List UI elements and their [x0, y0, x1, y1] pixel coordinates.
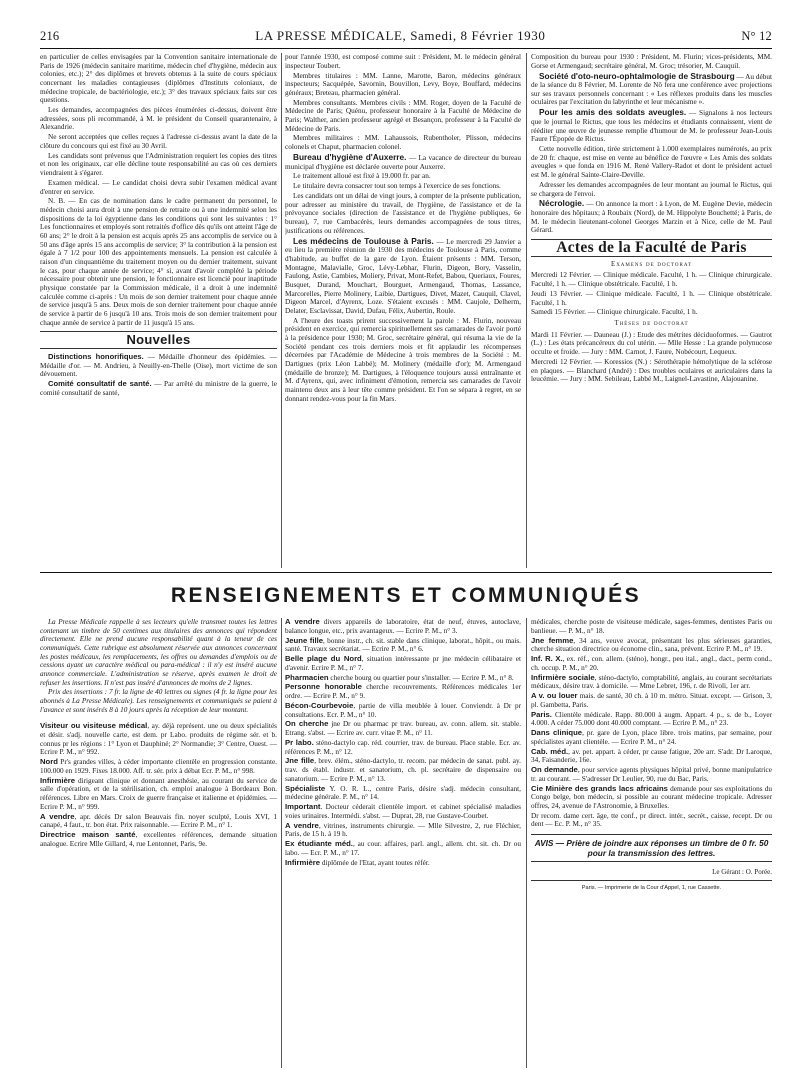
news-item: Société d'oto-neuro-ophtalmologie de Strasbourg — Au début de la séance du 8 Février, M. Lorente de Nô fera une conférence avec projections sur ses travaux personnels concernant : « Les réflexes produits dans les muscles oculaires par l'excitation du labyrinthe et leur mécanisme ».: [531, 70, 772, 107]
classified-ad: Ex étudiante méd., au cour. affaires, parl. angl., allem. cht. sit. ch. Dr ou labo. — Ecr. P. M., n° 17.: [285, 839, 521, 857]
news-heading: Nécrologie.: [539, 198, 585, 209]
news-item: Les médecins de Toulouse à Paris. — Le mercredi 29 Janvier a eu lieu la première réunion de 1930 des médecins de Toulouse à Paris, comme d'habitude, au buffet de la gare de Lyon. Étaient présents : MM. Terson, Montagne, Malavialle, Groc, Lévy-Lebhar, Flurin, Digeon, Bory, Vasselin, Faulong, Astie, Cambies, Moliery, Privat, Mont-Refet, Babou, Queriaux, Foures, Busquet, Durand, Mouchart, Bourguet, Armengaud, Thomas, Lassance, Marcorelles, Pierre Molinery, Laibie, Dartigues, Divet, Mazet, Cauquil, Clavel, Digeon Marcel, d'Ayrenx, Loze. S'étaient excusés : MM. Caujole, Delherm, Delater, Esclavissat, David, Dufau, Félix, Aubertin, Roule.: [285, 235, 521, 315]
printer-line: Paris. — Imprimerie de la Cour d'Appel, 1, rue Cassette.: [531, 880, 772, 893]
classified-ad: Jne femme, 34 ans, veuve avocat, présentant les plus sérieuses garanties, cherche situation directrice ou économe clin., sana, prévent. Ecrire P. M., n° 19.: [531, 635, 772, 654]
news-heading: Pour les amis des soldats aveugles.: [539, 107, 687, 118]
classifieds-column-2: [285, 618, 521, 1068]
news-heading: Comité consultatif de santé.: [48, 379, 152, 389]
paragraph: Membres titulaires : MM. Lanne, Marotte, Baron, médecins généraux inspecteurs; Sacquépée, Savornin, Bouvillon, Levy, Boye, Bouffard, médecins généraux; Breteau, pharmacien général.: [285, 71, 521, 97]
paragraph: A l'heure des toasts prirent successivement la parole : M. Flurin, nouveau président en exercice, qui remercia spirituellement ses camarades de l'avoir porté à la présidence pour 1930; M. Groc, secrétaire général, qui résuma la vie de la Société pendant ces trois derniers mois et fit applaudir les récompenses décernées par l'Académie de Médecine à trois membres de la Société : M. Dartigues (prix Léon Labbé); M. Molinery (médaille d'or); M. Armengaud (médaille de bronze); M. Dartigues, à l'éloquence toujours aussi entraînante et M. d'Ayrenx, qui, avec infiniment d'émotion, remercia ses camarades de l'avoir maintenu deux ans à leur tête comme président. Et l'on se sépara à regret, en se donnant rendez-vous pour la fin Mars.: [285, 316, 521, 403]
column-2: [285, 53, 521, 565]
paragraph: Le traitement alloué est fixé à 19.000 fr. par an.: [293, 172, 431, 181]
paragraph: Composition du bureau pour 1930 : Président, M. Flurin; vices-présidents, MM. Gorse et Armengaud; secrétaire général, M. Groc; trésorier, M. Cauquil.: [531, 53, 772, 70]
classified-ad: Nord Pr's grandes villes, à céder importante clientèle en progression constante. 100.000 en 1929. Fixes 18.000. Aff. tr. sér. prix à débat Ecr. P. M., n° 998.: [40, 757, 277, 775]
journal-title: LA PRESSE MÉDICALE, Samedi, 8 Février 1930: [255, 28, 546, 43]
news-item: Pour les amis des soldats aveugles. — Signalons à nos lecteurs que le journal le Rictus, que tous les médecins et étudiants connaissent, vient de rééditer une œuvre de jeunesse remplie d'humour de M. le professeur Jean-Louis Faure l'Épopée de Rictus.: [531, 107, 772, 144]
classified-ad: médicales, cherche poste de visiteuse médicale, sages-femmes, dentistes Paris ou banlieue. — P. M., n° 18.: [531, 618, 772, 635]
column-divider: [281, 53, 282, 568]
page-number: 216: [40, 29, 60, 43]
column-divider: [526, 618, 527, 1068]
news-item: Nécrologie. — On annonce la mort : à Lyon, de M. Eugène Devie, médecin honoraire des hôpitaux; à Roubaix (Nord), de M. Hippolyte Bouchetté; à Paris, de M. le médecin lieutenant-colonel Georges Marzin et à Nice, celle de M. Paul Gérard.: [531, 198, 772, 235]
classified-ad: Dans clinique, pr. gare de Lyon, place libre. trois matins, par semaine, pour spécialistes ayant clientèle. — Ecrire P. M., n° 24.: [531, 728, 772, 746]
page-header: [40, 22, 772, 49]
section-rule: [40, 572, 772, 573]
classified-ad: On cherche jne Dr ou pharmac pr trav. bureau, av. conn. allem. sit. stable. Etrang. s'abst. — Ecrire av. curr. vitae P. M., n° 11.: [285, 719, 521, 737]
paragraph: Les candidats ont un délai de vingt jours, à compter de la présente publication, pour adresser au ministère du travail, de l'hygiène, de l'assistance et de la prévoyance sociales (direction de l'assistance et de l'hygiène publiques, 6e bureau), 7, rue Cambacérès, leurs demandes accompagnées de tous titres, justifications ou références.: [285, 192, 521, 235]
classified-ad: Dr recom. dame cert. âge, tte conf., pr direct. intér., secrét., caisse, recept. Dr ou dent — Ec. P. M., n° 35.: [531, 811, 772, 829]
paragraph: Examen médical. — Le candidat choisi devra subir l'examen médical avant d'entrer en service.: [40, 178, 277, 196]
thesis-entry: Mercredi 12 Février. — Koressios (N.) : Sérothérapie hémolytique de la sclérose en plaques. — Blanchard (André) : Des troubles oculaires et auriculaires dans la leucémie. — Jury : MM. Sebileau, Labbé M., Laignel-Lavastine, Alajouanine.: [531, 357, 772, 384]
classified-ad: A vendre, apr. décès Dr salon Beauvais fin. noyer sculpté, Louis XVI, 1 canapé, 4 faut., tr. bon état. Prix raisonnable. — Ecrire P. M., n° 1.: [40, 811, 277, 830]
news-item: Comité consultatif de santé. — Par arrêté du ministre de la guerre, le comité consultatif de santé,: [40, 379, 277, 397]
classified-ad: A v. ou louer mais. de santé, 30 ch. à 10 m. métro. Situat. except. — Grison, 3, pl. Gambetta, Paris.: [531, 691, 772, 709]
column-1: [40, 53, 277, 565]
exam-entry: Mercredi 12 Février. — Clinique médicale. Faculté, 1 h. — Clinique chirurgicale. Faculté, 1 h. — Clinique obstétricale. Faculté, 1 h.: [531, 271, 772, 289]
classified-ad: A vendre divers appareils de laboratoire, état de neuf, étuves, autoclave, balance longue, etc., prix avantageux. — Ecrire P. M., n° 3.: [285, 618, 521, 635]
news-heading: Société d'oto-neuro-ophtalmologie de Strasbourg: [539, 70, 735, 81]
classified-ad: Bécon-Courbevoie, partie de villa meublée à louer. Conviendr. à Dr pr consultations. Ecr. P. M., n° 10.: [285, 700, 521, 719]
paragraph: Cette nouvelle édition, tirée strictement à 1.000 exemplaires numérotés, au prix de 20 fr. chaque, est mise en vente au bénéfice de l'œuvre « Les Amis des soldats aveugles » que fonda en 1916 M. René Vallery-Radot et dont le président actuel est M. le général Sainte-Claire-Deville.: [531, 145, 772, 180]
price-text: Prix des insertions : 7 fr. la ligne de 40 lettres ou signes (4 fr. la ligne pour les abonnés à La Presse Médicale). Les renseignements et communiqués se paient à l'avance et sont insérés 8 à 10 jours après la réception de leur montant.: [40, 688, 277, 714]
classified-ad: Jeune fille, bonne instr., ch. sit. stable dans clinique, laborat., hôpit., ou mais. santé. Travaux secrétariat. — Ecrire P. M., n° 6.: [285, 635, 521, 654]
classified-ad: Jne fille, brev. élém., sténo-dactylo, tr. recom. par médecin de sanat. publ. ay. trav. ds établ. industr. et sanatorium, ch. pl. secrétaire de dispensaire ou sanatorium. — Ecrire P. M., n° 13.: [285, 756, 521, 783]
paragraph: Ne seront acceptées que celles reçues à l'adresse ci-dessus avant la date de la clôture du concours qui est fixé au 30 Avril.: [40, 133, 277, 150]
classified-ad: Personne honorable cherche recouvrements. Références médicales 1er ordre. — Ecrire P. M., n° 9.: [285, 682, 521, 700]
classified-ad: Infirmière diplômée de l'Etat, ayant toutes référ.: [285, 857, 430, 867]
paragraph: Membres militaires : MM. Lahaussois, Rubentholer, Plisson, médecins colonels et Chaput, pharmacien colonel.: [285, 134, 521, 152]
classified-ad: Spécialiste Y. O. R. L., centre Paris, désire s'adj. médecin consultant, médecine générale. P. M., n° 14.: [285, 783, 521, 802]
classified-ad: Cab. méd., av. pet. appart. à céder, pr cause fatigue, 20e arr. S'adr. Dr Laroque, 34, Faisanderie, 16e.: [531, 746, 772, 765]
classified-ad: Inf. R. X., ex. réf., con. allem. (sténo), hongr., peu ital., angl., dact., perm cond., ch. occup. P. M., n° 20.: [531, 654, 772, 672]
theses-subtitle: Thèses de doctorat: [614, 320, 689, 328]
paragraph: en particulier de celles envisagées par la Convention sanitaire internationale de Paris de 1926 (médecin sanitaire maritime, médecin chef d'hygiène, médecin aux colonies, etc.); 2° des diplômes et brevets obtenus à la suite de cours spéciaux concernant les maladies contagieuses (diplômes d'Instituts coloniaux, de médecine tropicale, de bactériologie, etc.); 3° des travaux spéciaux faits sur ces questions.: [40, 53, 277, 105]
classified-ad: Paris. Clientèle médicale. Rapp. 80.000 à augm. Appart. 4 p., s. de b., Loyer 4.000. A céder 75.000 dont 40.000 comptant. — Ecrire P. M., n° 23.: [531, 709, 772, 728]
classified-ad: On demande, pour service agents physiques hôpital privé, bonne manipulatrice tr. au courant. — S'adresser Dr Leulier, 90, rue du Bac, Paris.: [531, 765, 772, 783]
news-item: Bureau d'hygiène d'Auxerre. — La vacance de directeur du bureau municipal d'hygiène est déclarée ouverte pour Auxerre.: [285, 151, 521, 171]
section-title-faculte: Actes de la Faculté de Paris: [531, 239, 772, 257]
classified-ad: A vendre, vitrines, instruments chirurgie. — Mlle Silvestre, 2, rue Fléchier, Paris, de 15 h. à 19 h.: [285, 820, 521, 839]
classified-ad: Cie Minière des grands lacs africains demande pour ses exploitations du Congo belge, bon médecin, si possible au courant médecine tropicale. Adresser offres, 24, avenue de l'Astronomie, à Bruxelles.: [531, 783, 772, 810]
avis-notice: AVIS — Prière de joindre aux réponses un timbre de 0 fr. 50 pour la transmission des lettres.: [531, 834, 772, 862]
paragraph: pour l'année 1930, est composé comme suit : Président, M. le médecin général inspecteur Toubert.: [285, 53, 521, 70]
paragraph: Les demandes, accompagnées des pièces énumérées ci-dessus, doivent être adressées, sous pli recommandé, à M. le président du Conseil quarantenaire, à Alexandrie.: [40, 106, 277, 132]
classifieds-column-1: [40, 618, 277, 1068]
classified-ad: Directrice maison santé, excellentes références, demande situation analogue. Ecrire Mlle Gillard, 4, rue Lentonnet, Paris, 9e.: [40, 830, 277, 848]
news-heading: Les médecins de Toulouse à Paris.: [293, 235, 434, 246]
section-title-nouvelles: Nouvelles: [40, 331, 277, 349]
classified-ad: Important. Docteur céderait clientèle import. et cabinet spécialisé maladies voies urinaires. Intermédi. s'abst. — Duprat, 28, rue Gustave-Courbet.: [285, 802, 521, 820]
exam-entry: Jeudi 13 Février. — Clinique médicale. Faculté, 1 h. — Clinique obstétricale. Faculté, 1 h.: [531, 289, 772, 307]
classified-ad: Pharmacien cherche bourg ou quartier pour s'installer. — Ecrire P. M., n° 8.: [285, 672, 514, 682]
news-heading: Distinctions honorifiques.: [48, 351, 144, 361]
news-item: Distinctions honorifiques. — Médaille d'honneur des épidémies. — Médaille d'or. — M. Andrieu, à Neuilly-en-Thelle (Oise), mort victime de son dévouement.: [40, 351, 277, 379]
paragraph: Membres consultants. Membres civils : MM. Roger, doyen de la Faculté de Médecine de Paris; Quénu, professeur honoraire à la Faculté de Médecine de Paris; Walther, ancien professeur agrégé et Besançon, professeur à la Faculté de Médecine de Paris.: [285, 98, 521, 133]
column-divider: [526, 53, 527, 568]
exam-entry: Samedi 15 Février. — Clinique chirurgicale. Faculté, 1 h.: [531, 308, 698, 317]
column-divider: [281, 618, 282, 1068]
issue-number: N° 12: [741, 29, 772, 43]
classifieds-column-3: [531, 618, 772, 1068]
classified-ad: Pr labo. sténo-dactylo cap. réd. courrier, trav. de bureau. Place stable. Ecr. av. références P. M., n° 12.: [285, 737, 521, 756]
exams-subtitle: Examens de doctorat: [611, 260, 692, 268]
classified-ad: Belle plage du Nord, situation intéressante pr jne médecin célibataire et d'avenir. Ecrire P. M., n° 7.: [285, 654, 521, 672]
paragraph: Les candidats sont prévenus que l'Administration requiert les copies des titres et non les originaux, car elle décline toute responsabilité au cas où ces derniers viendraient à s'égarer.: [40, 151, 277, 178]
classified-ad: Infirmière sociale, sténo-dactylo, comptabilité, anglais, au courant secrétariats médicaux, désire trav. à domicile. — Mme Lebret, 196, r. de Rivoli, 1er arr.: [531, 672, 772, 691]
gerant-signature: Le Gérant : O. Porée.: [712, 867, 772, 876]
paragraph: Le titulaire devra consacrer tout son temps à l'exercice de ses fonctions.: [293, 182, 501, 191]
classified-ad: Visiteur ou visiteuse médical, ay. déjà représent. une ou deux spécialités et désir. s'adj. nouvelle carte, est dem. pr Labo. produits de régime sér. et b. connus pr les régions : 1° Lyon et Dauphiné; 2° Normandie; 3° Centre, Ouest. — Ecrire P. M., n° 992.: [40, 721, 277, 757]
column-3: [531, 53, 772, 565]
thesis-entry: Mardi 11 Février. — Dauneau (J.) : Etude des métrites déciduoformes. — Gautrot (L.) : Les états précancéreux du col utérin. — Mlle Hesse : La grande polynucose occulte et froide. — Jury : MM. Carnot, J. Faure, Nobécourt, Lequeux.: [531, 330, 772, 356]
renseignements-title: RENSEIGNEMENTS ET COMMUNIQUÉS: [170, 584, 642, 607]
paragraph: N. B. — En cas de nomination dans le cadre permanent du personnel, le médecin choisi aura droit à une pension de retraite ou à une indemnité selon les dispositions de la loi égyptienne dans les conditions qui sont les suivantes : 1° Les fonctionnaires et employés sont retraités d'office dès qu'ils ont atteint l'âge de 60 ans; 2° le droit à la pension est acquis après 25 ans accomplis de service ou à 50 ans d'âge après 15 ans accomplis de service; 3° la contribution à la pension est égale à 7 1/2 pour 100 des appointements mensuels. La pension est calculée à raison d'un cinquantième du traitement moyen ou du dernier traitement, suivant le cas, pour chaque année de service; 4° si, avant d'avoir complété la période nécessaire pour obtenir une pension, le fonctionnaire est licencié pour inaptitude physique constatée par la Commission médicale, il a droit à une indemnité calculée comme ci-après : Un mois de son dernier traitement pour chaque année de service jusqu'à 5 ans. Deux mois de son dernier traitement pour chaque année de service à partir de 6 jusqu'à 10 ans. Trois mois de son dernier traitement pour chaque année de service à partir de 11 jusqu'à 15 ans.: [40, 197, 277, 327]
paragraph: Adresser les demandes accompagnées de leur montant au journal le Rictus, qui se chargera de l'envoi.: [531, 180, 772, 198]
classified-ad: Infirmière dirigeant clinique et donnant anesthésie, au courant du service de salle d'opération, et de la stérilisation, ch. emploi analogue à Bordeaux Bon. références. Libre en Mars. Croix de guerre française et italienne et épidémies. — Ecrire P. M., n° 999.: [40, 775, 277, 811]
news-heading: Bureau d'hygiène d'Auxerre.: [293, 151, 407, 162]
notice-text: La Presse Médicale rappelle à ses lecteurs qu'elle transmet toutes les lettres contenant un timbre de 50 centimes aux titulaires des annonces qui répondent directement. Elle ne prend aucune responsabilité quant à la teneur de ces communiqués. Cette rubrique est absolument réservée aux annonces concernant les postes médicaux, les remplacements, les offres ou demandes d'emplois ou de cessions ayant un caractère médical ou para-médical : il n'y est inséré aucune annonce commerciale. L'administration se réserve, après examen le droit de refuser les insertions. Il n'est pas inséré d'annonces de moins de 2 lignes.: [40, 618, 277, 687]
